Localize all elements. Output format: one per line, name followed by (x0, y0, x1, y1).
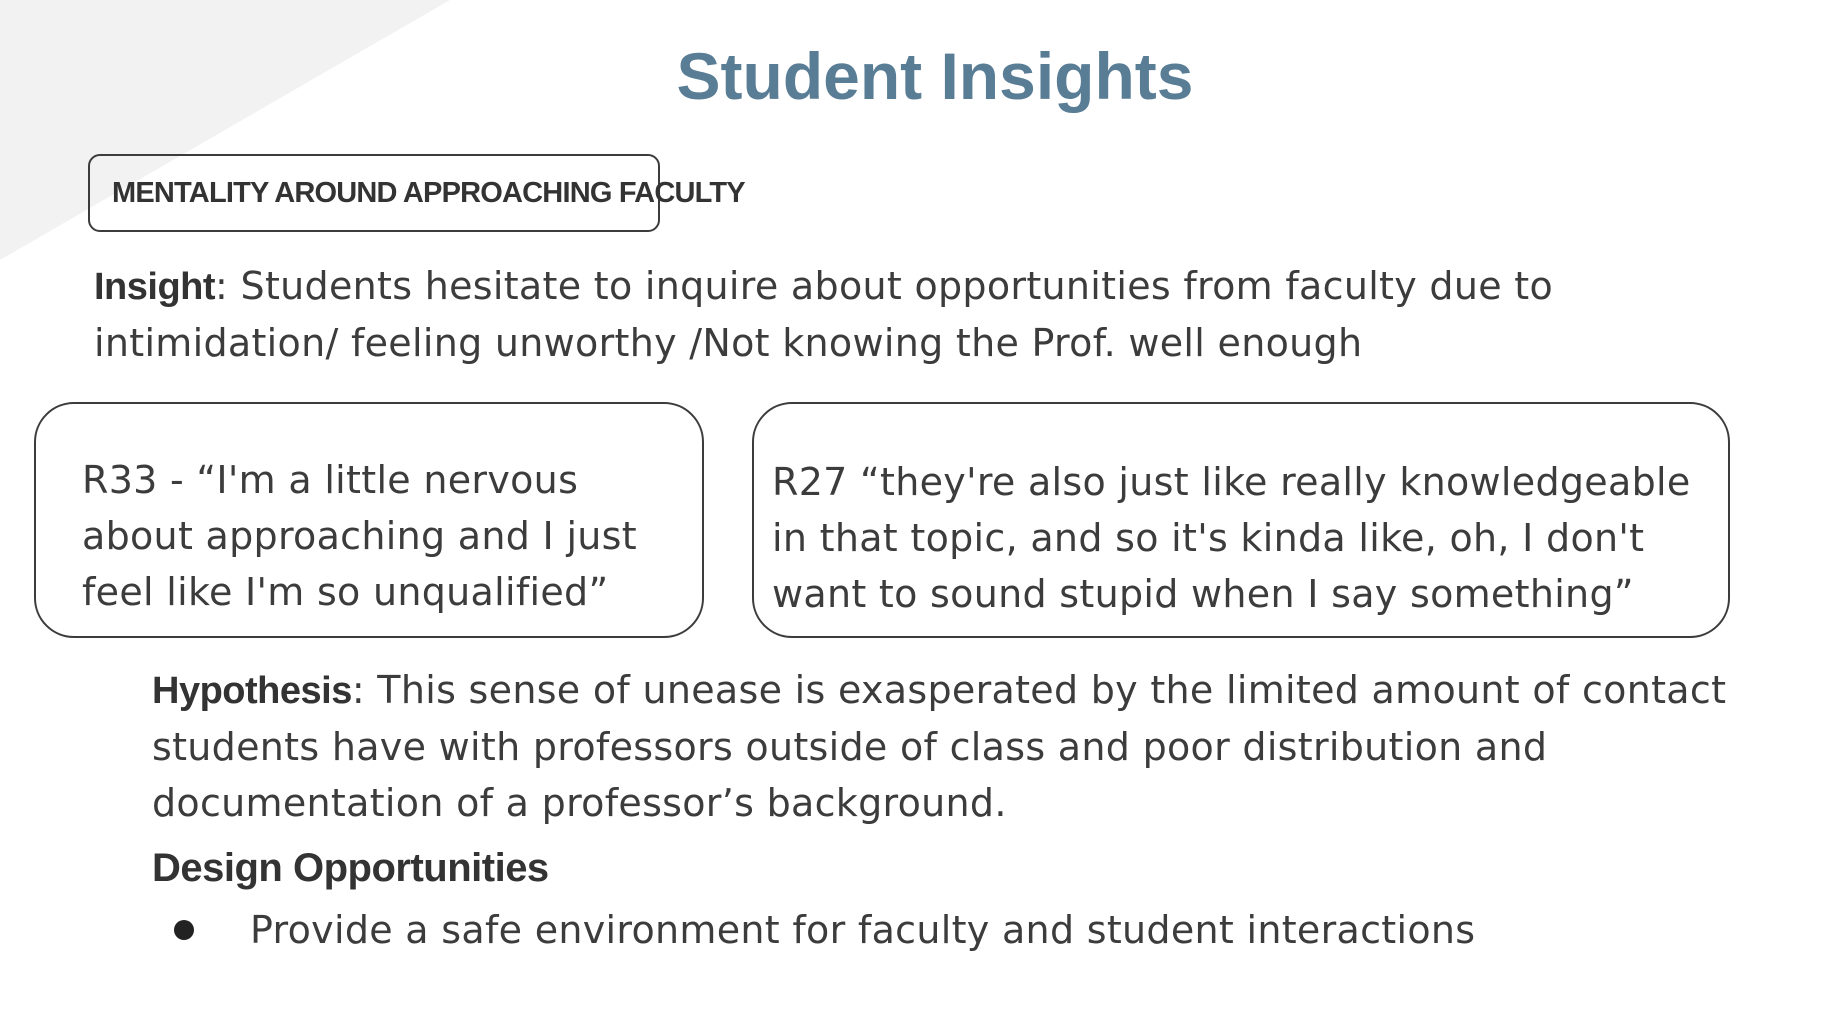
quote-card-r27 (752, 402, 1730, 638)
insight-label: Insight (94, 266, 216, 308)
design-opportunities-list (170, 902, 1475, 958)
hypothesis-label: Hypothesis (152, 670, 352, 712)
list-item (170, 902, 1475, 958)
page-title: Student Insights (676, 39, 1194, 113)
list-item-text: Provide a safe environment for faculty and student interactions (250, 908, 1476, 952)
quote-card-r33 (34, 402, 704, 638)
design-opportunities-heading: Design Opportunities (152, 846, 549, 890)
quote-text: R33 - “I'm a little nervous about approaching and I just feel like I'm so unqualified” (82, 458, 637, 614)
bullet-icon (174, 920, 194, 940)
hypothesis-paragraph (152, 662, 1732, 831)
section-tag: MENTALITY AROUND APPROACHING FACULTY (88, 154, 660, 232)
hypothesis-text: : This sense of unease is exasperated by the limited amount of contact students have with professors outside of class and poor distribution and documentation of a professor’s background. (152, 668, 1727, 825)
insight-text: : Students hesitate to inquire about opportunities from faculty due to intimidation/ feeling unworthy /Not knowing the Prof. well enough (94, 264, 1554, 365)
quote-text: R27 “they're also just like really knowledgeable in that topic, and so it's kinda like, oh, I don't want to sound stupid when I say something” (772, 460, 1691, 616)
insight-paragraph (94, 258, 1714, 371)
